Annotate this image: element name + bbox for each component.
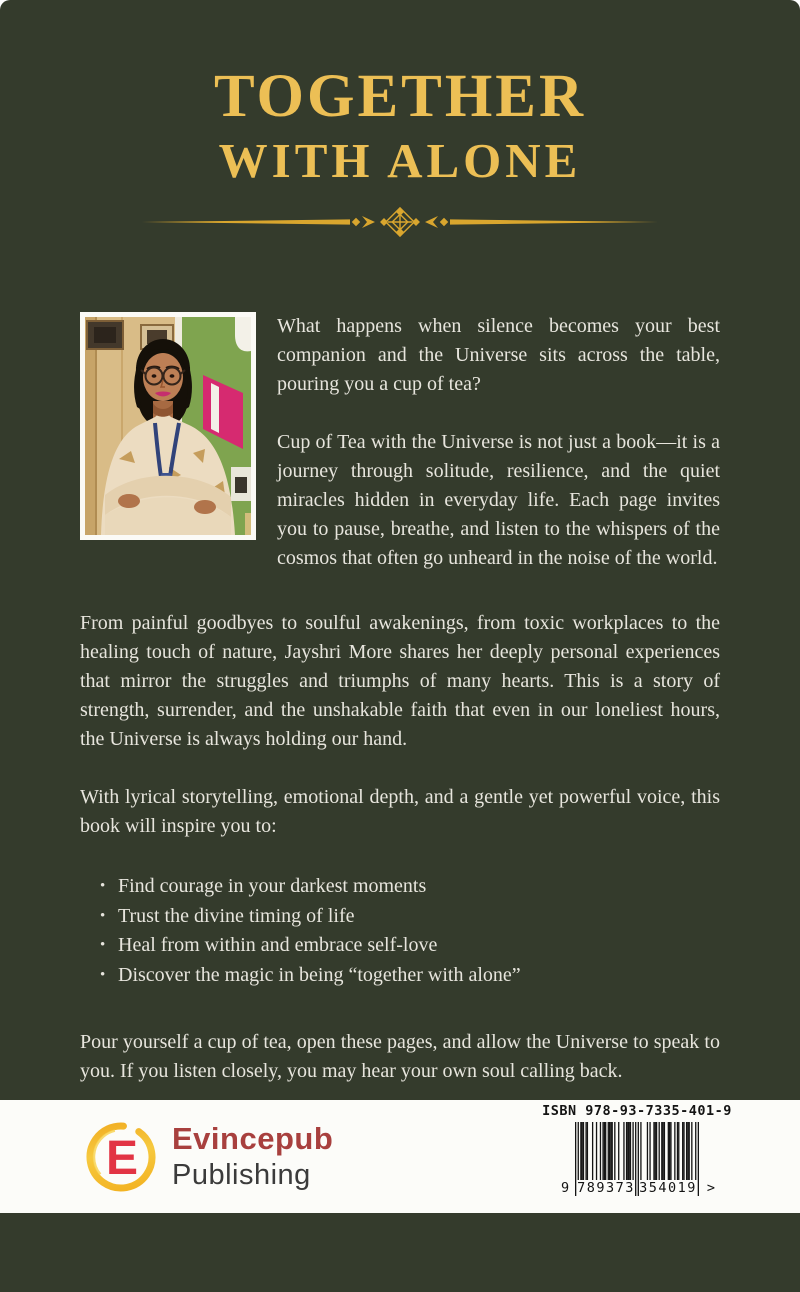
bottom-band [0, 1100, 800, 1213]
book-title-line1: TOGETHER [213, 63, 587, 130]
author-photo [85, 317, 251, 535]
publisher-wordmark [172, 1123, 333, 1190]
barcode-digit-group2: 354019 [639, 1180, 697, 1196]
author-photo-frame [80, 312, 256, 540]
title-block [0, 0, 800, 237]
synopsis-paragraph-3: From painful goodbyes to soulful awakenings, from toxic workplaces to the healing touch of nature, Jayshri More shares her deeply personal experiences that mirror the struggles and triumphs of many hearts. This is a story of strength, surrender, and the unshakable faith that even in our loneliest hours, the Universe is always holding our hand. [80, 612, 720, 750]
synopsis-paragraph-4: With lyrical storytelling, emotional depth, and a gentle yet powerful voice, this book will inspire you to: [80, 786, 720, 837]
bullet-item: • Discover the magic in being “together with alone” [118, 961, 720, 991]
isbn-label: ISBN 978-93-7335-401-9 [542, 1103, 732, 1119]
barcode-digit-group1: 789373 [577, 1180, 635, 1196]
barcode-suffix: > [706, 1180, 715, 1196]
logo-letter: E [105, 1131, 139, 1185]
barcode-digit-lead: 9 [561, 1180, 570, 1196]
publisher-logo-icon [83, 1119, 159, 1195]
publisher-subname: Publishing [172, 1159, 311, 1191]
inspiration-bullet-list [118, 872, 720, 990]
isbn-barcode-block [532, 1100, 742, 1214]
barcode-digits [561, 1180, 715, 1198]
publisher-logo [83, 1119, 333, 1195]
synopsis-paragraph-5: Pour yourself a cup of tea, open these pages, and allow the Universe to speak to you. If you listen closely, you may hear your own soul calling back. [80, 1031, 720, 1082]
bullet-item: • Trust the divine timing of life [118, 902, 720, 932]
book-title-line2: WITH ALONE [218, 133, 582, 188]
bullet-item: • Heal from within and embrace self-love [118, 931, 720, 961]
synopsis-paragraph-2: Cup of Tea with the Universe is not just a book—it is a journey through solitude, resilience, and the quiet miracles hidden in everyday life. Each page invites you to pause, breathe, and listen to the whispers of the cosmos that often go unheard in the noise of the world. [277, 431, 720, 569]
barcode-bars-wrap [561, 1122, 715, 1214]
publisher-name: Evincepub [172, 1121, 334, 1156]
synopsis-paragraph-1: What happens when silence becomes your best companion and the Universe sits across the table, pouring you a cup of tea? [277, 315, 720, 395]
bullet-item: • Find courage in your darkest moments [118, 872, 720, 902]
intro-text [277, 312, 720, 573]
intro-section [80, 312, 720, 573]
ornament-divider-icon [140, 207, 660, 237]
